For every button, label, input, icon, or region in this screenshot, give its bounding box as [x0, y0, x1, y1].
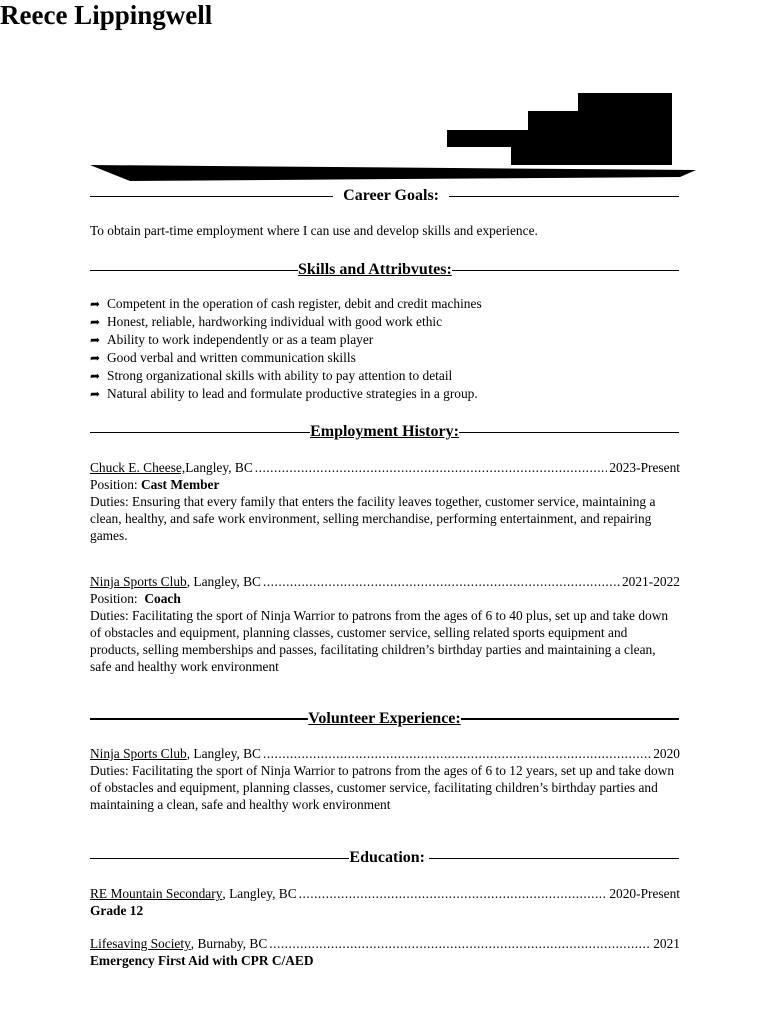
list-item: ➦ Natural ability to lead and formulate productive strategies in a group.: [90, 386, 478, 401]
redaction-block: [578, 93, 672, 113]
list-item: ➦ Strong organizational skills with ability to pay attention to detail: [90, 368, 453, 383]
dot-leader: [299, 885, 608, 902]
school-location: , Langley, BC: [222, 886, 297, 901]
employment-entry: [90, 459, 680, 544]
header-rule: [90, 432, 310, 433]
organization-name: Ninja Sports Club: [90, 746, 187, 761]
employment-entry: [90, 573, 680, 675]
right-arrow-icon: ➦: [90, 297, 101, 311]
education-detail: Emergency First Aid with CPR C/AED: [90, 953, 314, 968]
volunteer-dates: 2020: [653, 746, 680, 761]
right-arrow-icon: ➦: [90, 369, 101, 383]
header-banner: [90, 165, 696, 183]
section-header-career-goals: [90, 184, 679, 208]
header-rule: [90, 270, 298, 271]
right-arrow-icon: ➦: [90, 333, 101, 347]
position-label: Position:: [90, 591, 145, 606]
employer-location: Langley, BC: [185, 460, 253, 475]
employment-dates: 2021-2022: [621, 574, 680, 589]
dot-leader: [263, 745, 651, 762]
education-detail: Grade 12: [90, 903, 144, 918]
redaction-block: [511, 145, 672, 165]
school-name: Lifesaving Society: [90, 936, 191, 951]
school-name: RE Mountain Secondary: [90, 886, 223, 901]
header-rule: [452, 270, 679, 271]
section-title: Employment History:: [310, 423, 459, 440]
right-arrow-icon: ➦: [90, 315, 101, 329]
dot-leader: [269, 935, 651, 952]
education-dates: 2020-Present: [609, 886, 680, 901]
skills-list: [90, 295, 680, 403]
section-title: Volunteer Experience:: [308, 710, 461, 727]
duties-text: Duties: Facilitating the sport of Ninja Warrior to patrons from the ages of 6 to 12 years, set up and take down of obstacles and equipment, planning classes, customer service, facilitating children’s birthday parties and maintaining a clean, safe and healthy work environment: [90, 763, 675, 812]
education-entry: [90, 935, 680, 969]
section-title: Career Goals:: [343, 187, 439, 204]
header-rule: [449, 196, 679, 197]
list-item: ➦ Good verbal and written communication skills: [90, 350, 356, 365]
right-arrow-icon: ➦: [90, 351, 101, 365]
school-location: , Burnaby, BC: [190, 936, 268, 951]
header-rule: [429, 858, 679, 859]
organization-location: , Langley, BC: [186, 746, 261, 761]
list-item: ➦ Ability to work independently or as a team player: [90, 332, 374, 347]
list-item: ➦ Competent in the operation of cash register, debit and credit machines: [90, 296, 482, 311]
volunteer-entry: [90, 745, 680, 813]
header-rule: [461, 718, 679, 720]
section-title: Skills and Attribvutes:: [298, 261, 452, 278]
section-header-volunteer: [90, 707, 679, 731]
header-rule: [459, 432, 679, 433]
header-rule: [90, 858, 349, 859]
career-goals-text: To obtain part-time employment where I can use and develop skills and experience.: [90, 223, 538, 238]
education-dates: 2021: [653, 936, 680, 951]
duties-text: Duties: Ensuring that every family that enters the facility leaves together, customer service, maintaining a clean, healthy, and safe work environment, selling merchandise, performing entertainment, and repairing games.: [90, 494, 656, 543]
dot-leader: [263, 573, 620, 590]
employment-dates: 2023-Present: [609, 460, 680, 475]
right-arrow-icon: ➦: [90, 387, 101, 401]
dot-leader: [255, 459, 608, 476]
applicant-name: Reece Lippingwell: [0, 0, 213, 30]
header-rule: [90, 718, 308, 720]
employer-name: Chuck E. Cheese,: [90, 460, 186, 475]
header-rule: [90, 196, 333, 197]
employer-name: Ninja Sports Club: [90, 574, 187, 589]
education-entry: [90, 885, 680, 919]
position-label: Position:: [90, 477, 141, 492]
section-header-employment: [90, 420, 679, 444]
section-header-education: [90, 846, 679, 870]
position-title: Coach: [144, 591, 181, 606]
list-item: ➦ Honest, reliable, hardworking individual with good work ethic: [90, 314, 443, 329]
duties-text: Duties: Facilitating the sport of Ninja Warrior to patrons from the ages of 6 to 40 plus, set up and take down of obstacles and equipment, planning classes, customer service, selling related sports equipment and products, selling memberships and passes, facilitating children’s birthday parties and maintaining a clean, safe and healthy work environment: [90, 608, 669, 674]
position-title: Cast Member: [140, 477, 220, 492]
section-title: Education:: [349, 849, 425, 866]
section-header-skills: [90, 258, 679, 282]
employer-location: , Langley, BC: [186, 574, 261, 589]
